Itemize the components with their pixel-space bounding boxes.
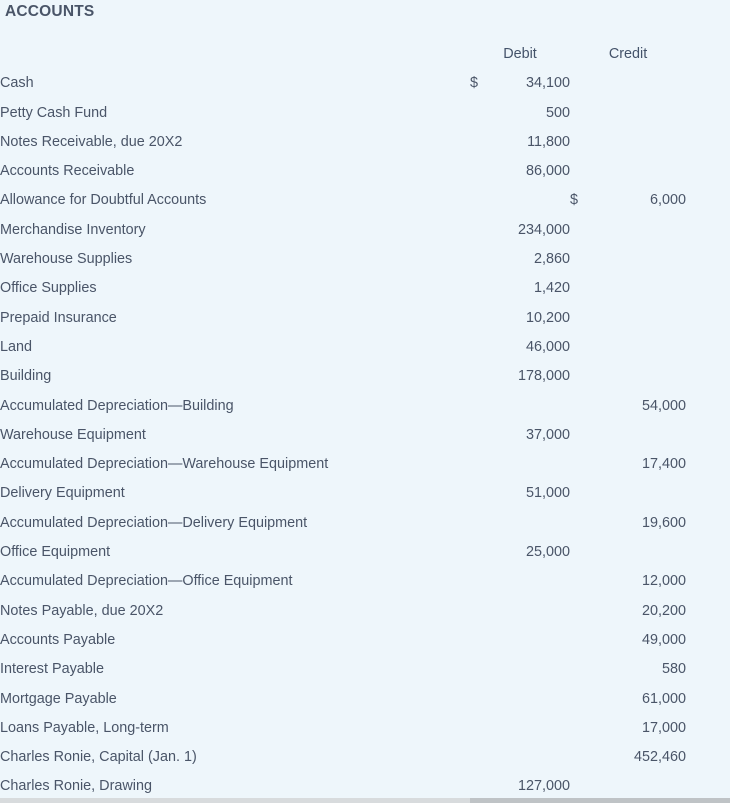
table-row [0,626,730,655]
account-name: Cash [0,75,34,92]
column-header-credit: Credit [608,46,648,62]
row-padding [686,626,730,655]
credit-amount: 17,400 [642,456,687,473]
credit-currency-symbol [570,743,592,772]
debit-currency-symbol [470,274,492,303]
row-padding [686,655,730,684]
table-row [0,450,730,479]
account-name: Accounts Receivable [0,163,135,180]
debit-currency-symbol [470,362,492,391]
debit-currency-symbol [470,597,492,626]
row-padding [686,333,730,362]
credit-currency-symbol [570,69,592,98]
table-row [0,157,730,186]
credit-currency-symbol [570,128,592,157]
credit-amount: 6,000 [650,192,687,209]
account-name: Interest Payable [0,661,104,678]
row-padding [686,274,730,303]
credit-amount [592,479,686,508]
credit-currency-symbol: $ [570,192,579,209]
debit-currency-symbol [470,567,492,596]
table-row [0,274,730,303]
credit-amount: 12,000 [642,573,687,590]
credit-currency-symbol [570,538,592,567]
debit-amount: 2,860 [534,251,571,268]
debit-amount [492,685,570,714]
row-padding [686,597,730,626]
table-row [0,714,730,743]
credit-currency-symbol [570,655,592,684]
row-padding [686,743,730,772]
credit-amount [592,362,686,391]
credit-amount: 61,000 [642,690,687,707]
table-row [0,597,730,626]
credit-currency-symbol [570,157,592,186]
account-name: Office Equipment [0,544,111,561]
row-padding [686,509,730,538]
credit-currency-symbol [570,685,592,714]
credit-currency-symbol [570,99,592,128]
account-name: Charles Ronie, Capital (Jan. 1) [0,749,197,766]
row-padding [686,421,730,450]
debit-currency-symbol [470,333,492,362]
table-row [0,99,730,128]
debit-currency-symbol [470,186,492,215]
table-body [0,69,730,801]
debit-currency-symbol [470,245,492,274]
row-padding [686,245,730,274]
column-header-account [0,40,470,69]
account-name: Accumulated Depreciation—Delivery Equipment [0,514,308,531]
row-padding [686,538,730,567]
table-row [0,479,730,508]
bottom-scroll-thumb[interactable] [0,798,470,803]
debit-currency-symbol [470,216,492,245]
row-padding [686,479,730,508]
row-padding [686,685,730,714]
credit-amount [592,69,686,98]
row-padding [686,450,730,479]
account-name: Notes Receivable, due 20X2 [0,133,183,150]
bottom-scroll-edge [0,798,730,803]
debit-amount [492,509,570,538]
credit-amount [592,304,686,333]
debit-currency-symbol [470,743,492,772]
credit-amount [592,274,686,303]
account-name: Accumulated Depreciation—Building [0,397,234,414]
credit-amount [592,216,686,245]
row-padding [686,714,730,743]
debit-currency-symbol [470,509,492,538]
credit-amount: 54,000 [642,397,687,414]
debit-currency-symbol [470,685,492,714]
debit-amount: 11,800 [527,133,571,150]
account-name: Petty Cash Fund [0,104,108,121]
debit-amount: 10,200 [526,309,571,326]
credit-amount [592,333,686,362]
row-padding [686,304,730,333]
debit-currency-symbol [470,450,492,479]
credit-amount: 452,460 [634,749,687,766]
account-name: Mortgage Payable [0,690,117,707]
table-row [0,69,730,98]
account-name: Allowance for Doubtful Accounts [0,192,207,209]
debit-currency-symbol [470,479,492,508]
table-row [0,333,730,362]
credit-amount: 49,000 [642,631,687,648]
debit-currency-symbol [470,128,492,157]
table-row [0,186,730,215]
debit-amount [492,743,570,772]
account-name: Building [0,368,52,385]
table-row [0,655,730,684]
account-name: Office Supplies [0,280,97,297]
table-row [0,216,730,245]
credit-amount: 580 [662,661,687,678]
debit-amount: 234,000 [517,221,571,238]
credit-amount [592,99,686,128]
table-row [0,128,730,157]
table-row [0,685,730,714]
debit-currency-symbol: $ [470,75,479,92]
account-name: Loans Payable, Long-term [0,719,169,736]
credit-amount [592,245,686,274]
row-padding [686,157,730,186]
credit-currency-symbol [570,567,592,596]
account-name: Accumulated Depreciation—Office Equipment [0,573,293,590]
row-padding [686,362,730,391]
account-name: Accumulated Depreciation—Warehouse Equipment [0,456,329,473]
credit-currency-symbol [570,450,592,479]
credit-currency-symbol [570,392,592,421]
table-row [0,538,730,567]
account-name: Warehouse Equipment [0,426,146,443]
credit-currency-symbol [570,421,592,450]
credit-currency-symbol [570,304,592,333]
account-name: Warehouse Supplies [0,251,133,268]
row-padding [686,69,730,98]
account-name: Charles Ronie, Drawing [0,778,152,795]
credit-amount: 20,200 [642,602,687,619]
credit-currency-symbol [570,626,592,655]
debit-amount: 34,100 [526,75,571,92]
table-row [0,304,730,333]
table-row [0,509,730,538]
debit-currency-symbol [470,626,492,655]
credit-currency-symbol [570,479,592,508]
debit-amount [492,450,570,479]
row-padding [686,128,730,157]
debit-amount [492,714,570,743]
debit-currency-symbol [470,714,492,743]
account-name: Delivery Equipment [0,485,125,502]
row-padding [686,216,730,245]
credit-currency-symbol [570,509,592,538]
debit-amount: 127,000 [517,778,571,795]
debit-amount [492,655,570,684]
column-header-pad [686,40,730,69]
table-row [0,245,730,274]
credit-currency-symbol [570,274,592,303]
debit-amount: 37,000 [526,426,571,443]
row-padding [686,186,730,215]
debit-currency-symbol [470,99,492,128]
debit-currency-symbol [470,538,492,567]
credit-amount [592,157,686,186]
table-header [0,40,730,69]
debit-amount [492,392,570,421]
debit-amount: 25,000 [526,544,571,561]
accounts-table [0,40,730,802]
row-padding [686,567,730,596]
credit-currency-symbol [570,597,592,626]
debit-amount [492,186,570,215]
account-name: Accounts Payable [0,631,116,648]
debit-currency-symbol [470,655,492,684]
debit-amount: 46,000 [526,338,571,355]
debit-amount: 500 [546,104,571,121]
credit-currency-symbol [570,333,592,362]
table-row [0,743,730,772]
debit-amount: 51,000 [526,485,571,502]
credit-amount [592,538,686,567]
row-padding [686,99,730,128]
account-name: Merchandise Inventory [0,221,146,238]
debit-amount [492,626,570,655]
debit-amount: 86,000 [526,163,571,180]
debit-currency-symbol [470,304,492,333]
account-name: Notes Payable, due 20X2 [0,602,164,619]
page-title: ACCOUNTS [5,3,95,20]
debit-amount [492,597,570,626]
credit-currency-symbol [570,362,592,391]
debit-currency-symbol [470,157,492,186]
credit-amount [592,421,686,450]
row-padding [686,392,730,421]
table-row [0,392,730,421]
table-row [0,567,730,596]
table-row [0,362,730,391]
column-header-debit: Debit [503,46,537,62]
credit-currency-symbol [570,245,592,274]
credit-currency-symbol [570,714,592,743]
account-name: Land [0,338,33,355]
debit-currency-symbol [470,392,492,421]
debit-amount: 1,420 [534,280,571,297]
credit-amount [592,128,686,157]
credit-amount: 17,000 [642,719,687,736]
debit-amount [492,567,570,596]
table-header-row [0,40,730,69]
table-row [0,421,730,450]
credit-currency-symbol [570,216,592,245]
credit-amount: 19,600 [642,514,687,531]
account-name: Prepaid Insurance [0,309,117,326]
debit-currency-symbol [470,421,492,450]
debit-amount: 178,000 [517,368,571,385]
